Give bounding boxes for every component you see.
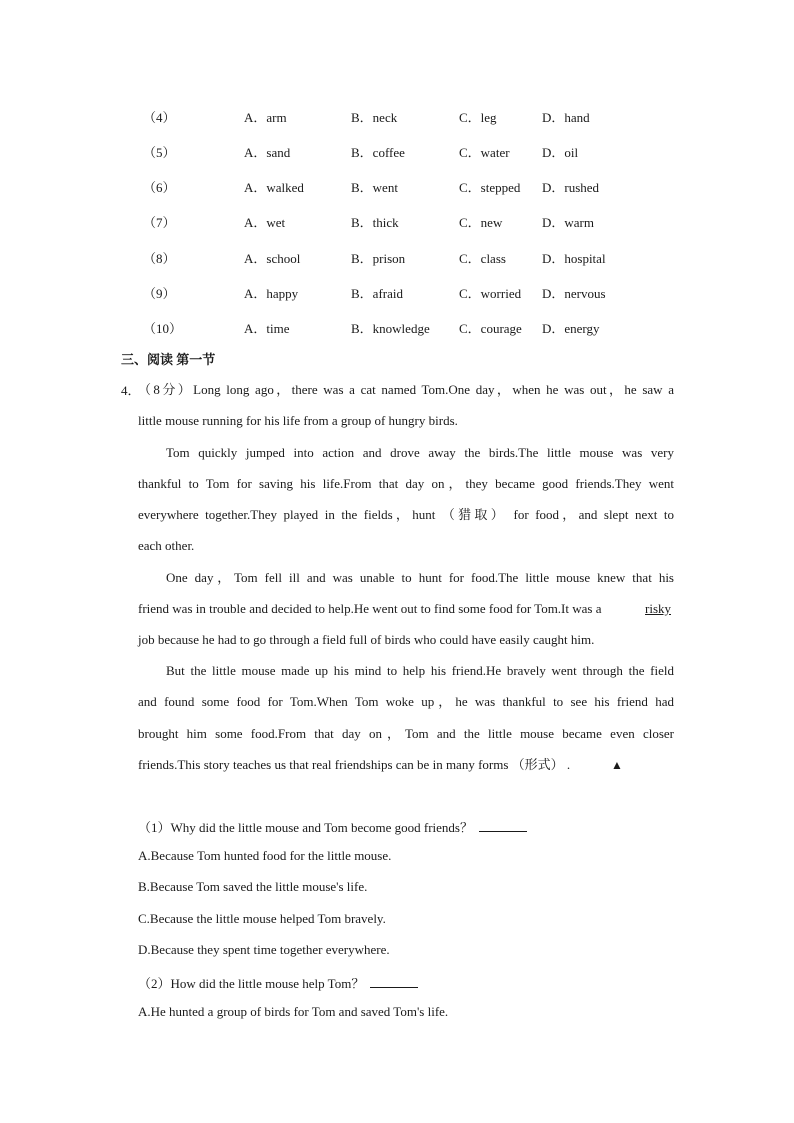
option-row-7 [0, 212, 794, 232]
underlined-word-risky: risky [645, 601, 671, 616]
question-number: （6） [143, 180, 176, 195]
option-row-10 [0, 318, 794, 338]
choice-b: B.Because Tom saved the little mouse's life. [138, 879, 368, 894]
passage-line: brought him some food.From that day on，Tom and the little mouse became even closer [138, 726, 674, 741]
option-a: A．time [244, 321, 290, 336]
choice-c: C.Because the little mouse helped Tom bravely. [138, 911, 386, 926]
question-number: （5） [143, 145, 176, 160]
option-b: B．afraid [351, 286, 403, 301]
option-c: C．new [459, 215, 503, 230]
question-4-number: 4． [121, 383, 141, 398]
choice-d: D.Because they spent time together everywhere. [138, 942, 390, 957]
option-a: A．happy [244, 286, 299, 301]
passage-line: little mouse running for his life from a group of hungry birds. [138, 413, 458, 428]
passage-line: job because he had to go through a field full of birds who could have easily caught him. [138, 632, 595, 647]
passage-line: One day，Tom fell ill and was unable to hunt for food.The little mouse knew that his [166, 570, 674, 585]
option-b: B．prison [351, 251, 406, 266]
option-d: D．energy [542, 321, 600, 336]
passage-line: and found some food for Tom.When Tom woke up，he was thankful to see his friend had [138, 694, 674, 709]
passage-line: Tom quickly jumped into action and drove away the birds.The little mouse was very [166, 445, 674, 460]
option-row-4 [0, 107, 794, 127]
answer-triangle-icon: ▲ [611, 758, 623, 772]
answer-blank[interactable] [370, 975, 418, 988]
option-b: B．neck [351, 110, 398, 125]
passage-line: friends.This story teaches us that real friendships can be in many forms （形式） . [138, 757, 571, 772]
section-title: 三、阅读 第一节 [121, 352, 216, 367]
option-a: A．school [244, 251, 301, 266]
choice-a: A.Because Tom hunted food for the little mouse. [138, 848, 392, 863]
option-c: C．worried [459, 286, 522, 301]
question-number: （9） [143, 286, 176, 301]
question-number: （4） [143, 110, 176, 125]
option-d: D．nervous [542, 286, 606, 301]
passage-line: everywhere together.They played in the fields，hunt （猎取） for food，and slept next to [138, 507, 674, 522]
passage-line: thankful to Tom for saving his life.From that day on，they became good friends.They went [138, 476, 674, 491]
passage-line: But the little mouse made up his mind to help his friend.He bravely went through the field [166, 663, 674, 678]
question-number: （8） [143, 251, 176, 266]
option-d: D．warm [542, 215, 594, 230]
option-a: A．arm [244, 110, 287, 125]
option-row-5 [0, 142, 794, 162]
option-c: C．class [459, 251, 506, 266]
sub-question-text: （2）How did the little mouse help Tom？ [138, 976, 365, 991]
passage-line: （8分）Long long ago，there was a cat named Tom.One day，when he was out，he saw a [138, 382, 674, 397]
option-a: A．wet [244, 215, 286, 230]
option-b: B．went [351, 180, 398, 195]
question-number: （10） [143, 321, 183, 336]
option-d: D．rushed [542, 180, 600, 195]
option-b: B．knowledge [351, 321, 430, 336]
option-d: D．hand [542, 110, 590, 125]
option-c: C．courage [459, 321, 522, 336]
option-c: C．stepped [459, 180, 521, 195]
option-d: D．hospital [542, 251, 606, 266]
option-row-9 [0, 283, 794, 303]
option-row-6 [0, 177, 794, 197]
option-d: D．oil [542, 145, 579, 160]
option-b: B．coffee [351, 145, 405, 160]
option-b: B．thick [351, 215, 399, 230]
passage-line: friend was in trouble and decided to help.He went out to find some food for Tom.It was a [138, 601, 602, 616]
option-c: C．leg [459, 110, 497, 125]
sub-question-text: （1）Why did the little mouse and Tom become good friends？ [138, 820, 473, 835]
option-a: A．sand [244, 145, 291, 160]
choice-a: A.He hunted a group of birds for Tom and saved Tom's life. [138, 1004, 449, 1019]
option-c: C．water [459, 145, 510, 160]
question-number: （7） [143, 215, 176, 230]
sub-question-1 [138, 817, 527, 836]
answer-blank[interactable] [479, 819, 527, 832]
option-row-8 [0, 248, 794, 268]
sub-question-2 [138, 973, 418, 992]
passage-line: each other. [138, 538, 195, 553]
option-a: A．walked [244, 180, 304, 195]
